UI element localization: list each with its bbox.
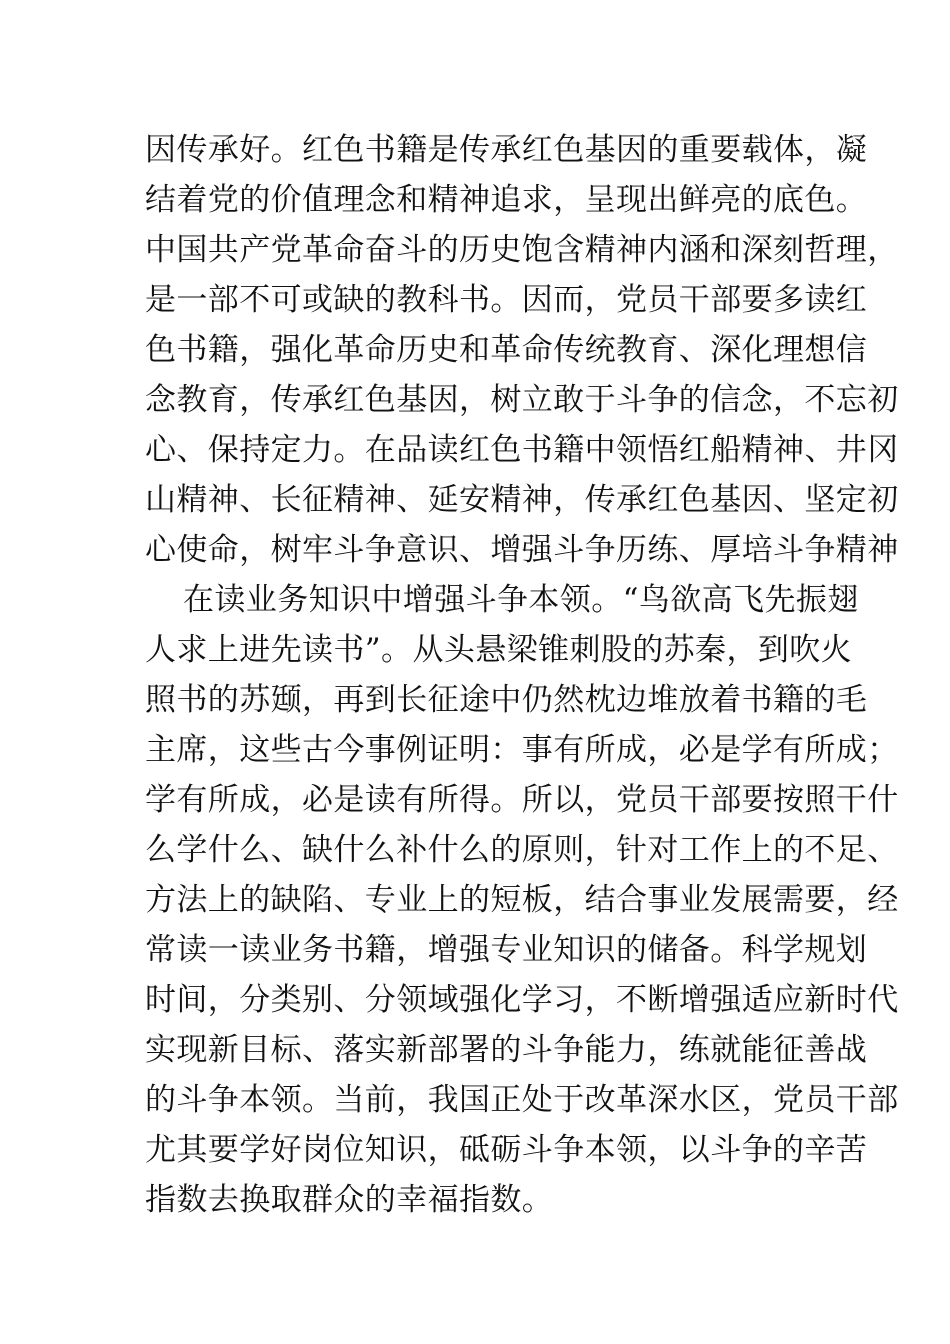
text-line: 实现新目标、落实新部署的斗争能力，练就能征善战 [145,1032,868,1068]
text-line: 色书籍，强化革命历史和革命传统教育、深化理想信 [145,332,868,368]
text-line: 主席，这些古今事例证明：事有所成，必是学有所成； [145,732,899,768]
text-line: 结着党的价值理念和精神追求，呈现出鲜亮的底色。 [145,182,868,218]
text-line: 尤其要学好岗位知识，砥砺斗争本领，以斗争的辛苦 [145,1132,868,1168]
text-line: 因传承好。红色书籍是传承红色基因的重要载体，凝 [145,132,868,168]
text-line: 中国共产党革命奋斗的历史饱含精神内涵和深刻哲理， [145,232,899,268]
text-line: 山精神、长征精神、延安精神，传承红色基因、坚定初 [145,482,899,518]
text-line: 么学什么、缺什么补什么的原则，针对工作上的不足、 [145,832,899,868]
text-line: 是一部不可或缺的教科书。因而，党员干部要多读红 [145,282,868,318]
body-text [145,125,899,1225]
text-line: 常读一读业务书籍，增强专业知识的储备。科学规划 [145,932,868,968]
text-line: 照书的苏颋，再到长征途中仍然枕边堆放着书籍的毛 [145,682,868,718]
text-line: 念教育，传承红色基因，树立敢于斗争的信念，不忘初 [145,382,899,418]
text-line: 人求上进先读书”。从头悬梁锥刺股的苏秦，到吹火 [145,632,853,668]
text-line: 心使命，树牢斗争意识、增强斗争历练、厚培斗争精神 [145,532,899,568]
text-line: 方法上的缺陷、专业上的短板，结合事业发展需要，经 [145,882,899,918]
text-line: 的斗争本领。当前，我国正处于改革深水区，党员干部 [145,1082,899,1118]
text-line: 时间，分类别、分领域强化学习，不断增强适应新时代 [145,982,899,1018]
text-line: 学有所成，必是读有所得。所以，党员干部要按照干什 [145,782,899,818]
text-line: 指数去换取群众的幸福指数。 [145,1182,554,1218]
text-line: 心、保持定力。在品读红色书籍中领悟红船精神、井冈 [145,432,899,468]
paragraph-start-line: 在读业务知识中增强斗争本领。“鸟欲高飞先振翅 [183,582,859,618]
